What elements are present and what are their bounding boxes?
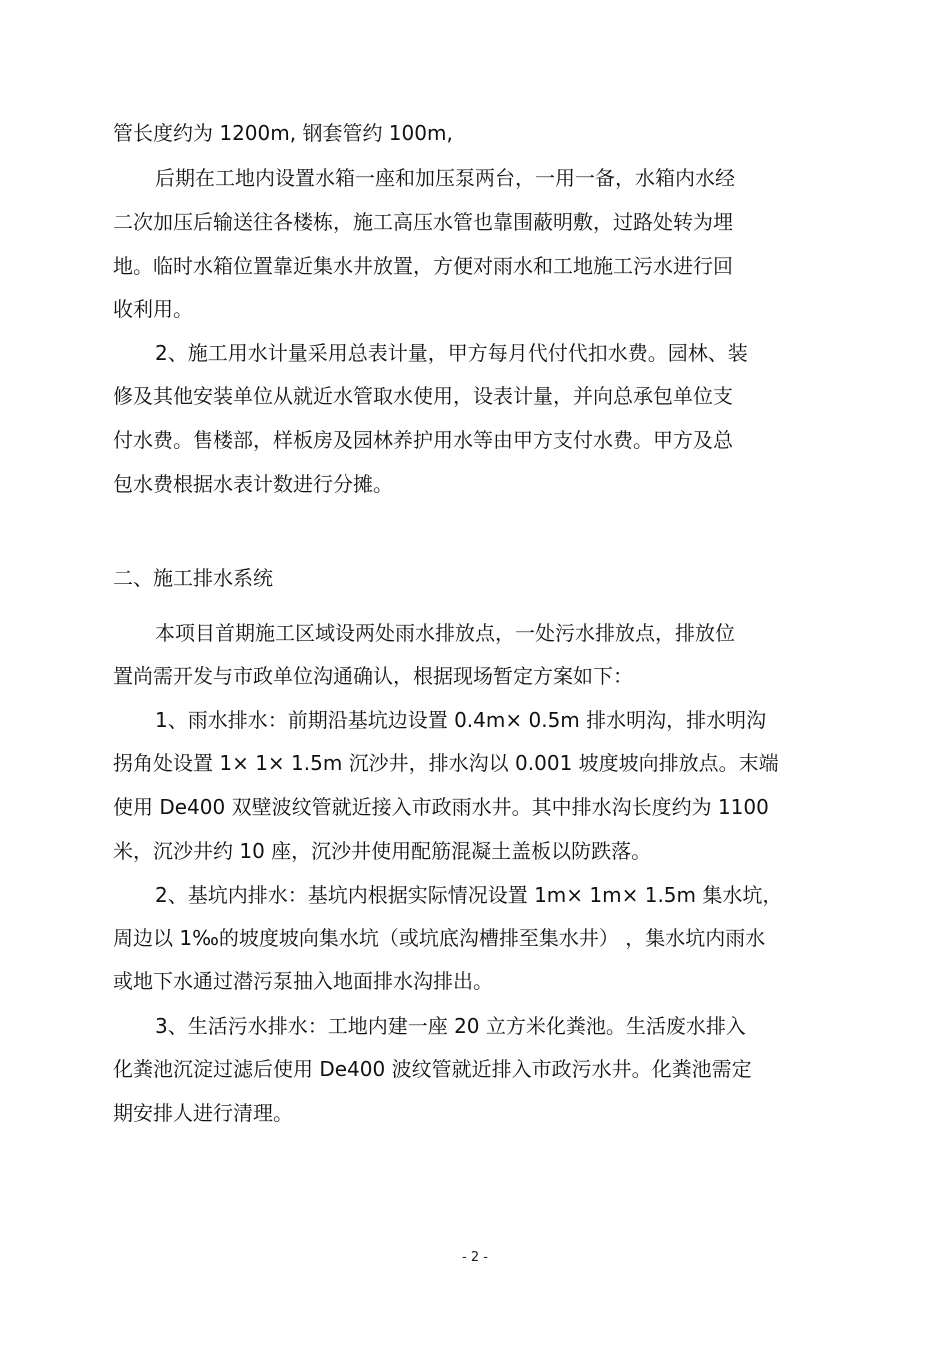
paragraph-line: 化粪池沉淀过滤后使用 De400 波纹管就近排入市政污水井。化粪池需定 (113, 1057, 752, 1081)
paragraph-line: 1、雨水排水：前期沿基坑边设置 0.4m× 0.5m 排水明沟，排水明沟 (155, 708, 767, 732)
paragraph-line: 管长度约为 1200m, 钢套管约 100m, (113, 121, 453, 145)
paragraph-line: 周边以 1‰的坡度坡向集水坑（或坑底沟槽排至集水井） ，集水坑内雨水 (113, 926, 766, 950)
paragraph-line: 收利用。 (113, 297, 193, 321)
paragraph-line: 2、基坑内排水：基坑内根据实际情况设置 1m× 1m× 1.5m 集水坑， (155, 883, 783, 907)
paragraph-line: 使用 De400 双壁波纹管就近接入市政雨水井。其中排水沟长度约为 1100 (113, 795, 769, 819)
paragraph-line: 二次加压后输送往各楼栋，施工高压水管也靠围蔽明敷，过路处转为埋 (113, 210, 733, 234)
paragraph-line: 或地下水通过潜污泵抽入地面排水沟排出。 (113, 969, 493, 993)
paragraph-line: 置尚需开发与市政单位沟通确认，根据现场暂定方案如下： (113, 664, 633, 688)
paragraph-line: 本项目首期施工区域设两处雨水排放点，一处污水排放点，排放位 (155, 621, 735, 645)
paragraph-line: 地。临时水箱位置靠近集水井放置，方便对雨水和工地施工污水进行回 (113, 254, 733, 278)
paragraph-line: 3、生活污水排水：工地内建一座 20 立方米化粪池。生活废水排入 (155, 1014, 746, 1038)
paragraph-line: 付水费。售楼部，样板房及园林养护用水等由甲方支付水费。甲方及总 (113, 428, 733, 452)
paragraph-line: 2、施工用水计量采用总表计量，甲方每月代付代扣水费。园林、装 (155, 341, 748, 365)
paragraph-line: 后期在工地内设置水箱一座和加压泵两台，一用一备，水箱内水经 (155, 166, 735, 190)
paragraph-line: 米，沉沙井约 10 座，沉沙井使用配筋混凝土盖板以防跌落。 (113, 839, 652, 863)
paragraph-line: 包水费根据水表计数进行分摊。 (113, 472, 393, 496)
paragraph-line: 修及其他安装单位从就近水管取水使用，设表计量，并向总承包单位支 (113, 384, 733, 408)
paragraph-line: 期安排人进行清理。 (113, 1101, 293, 1125)
section-heading: 二、施工排水系统 (113, 566, 273, 590)
page-number: - 2 - (462, 1250, 488, 1265)
paragraph-line: 拐角处设置 1× 1× 1.5m 沉沙井，排水沟以 0.001 坡度坡向排放点。末端 (113, 751, 779, 775)
